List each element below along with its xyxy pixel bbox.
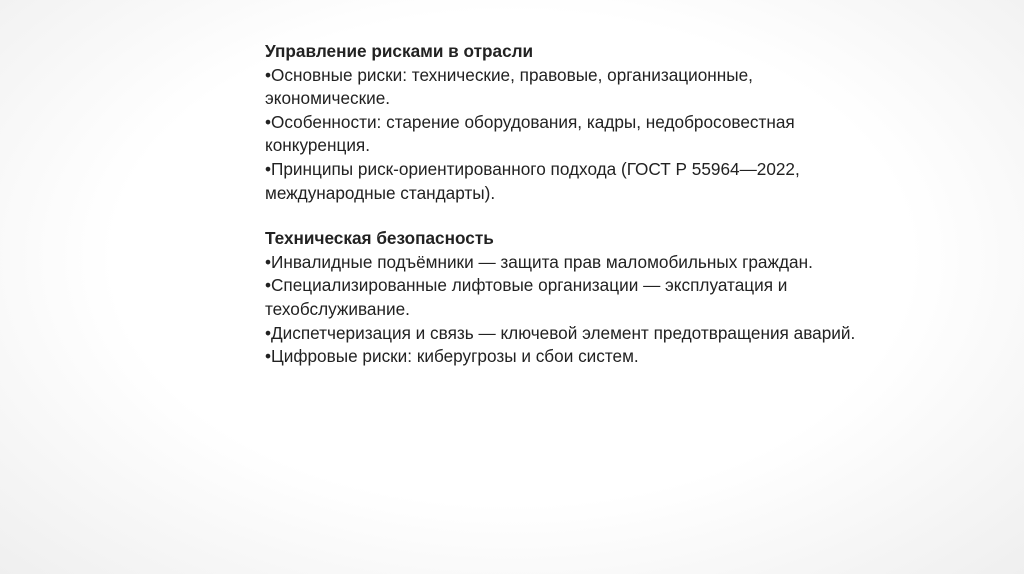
bullet-item: •Особенности: старение оборудования, кадры, недобросовестная конкуренция. xyxy=(265,111,795,156)
bullet-list xyxy=(265,64,865,206)
section-risk-management xyxy=(265,40,865,205)
bullet-item: •Цифровые риски: киберугрозы и сбои систем. xyxy=(265,346,639,367)
section-technical-safety xyxy=(265,227,865,369)
section-heading: Управление рисками в отрасли xyxy=(265,41,534,61)
slide-content xyxy=(265,40,865,369)
bullet-list xyxy=(265,251,865,369)
bullet-item: •Диспетчеризация и связь — ключевой элемент предотвращения аварий. xyxy=(265,322,856,343)
bullet-item: •Принципы риск-ориентированного подхода (ГОСТ Р 55964—2022, международные стандарты). xyxy=(265,158,800,203)
bullet-item: •Специализированные лифтовые организации — эксплуатация и техобслуживание. xyxy=(265,275,788,319)
bullet-item: •Основные риски: технические, правовые, организационные, экономические. xyxy=(265,64,753,109)
bullet-item: •Инвалидные подъёмники — защита прав маломобильных граждан. xyxy=(265,251,813,272)
section-heading: Техническая безопасность xyxy=(265,228,494,249)
